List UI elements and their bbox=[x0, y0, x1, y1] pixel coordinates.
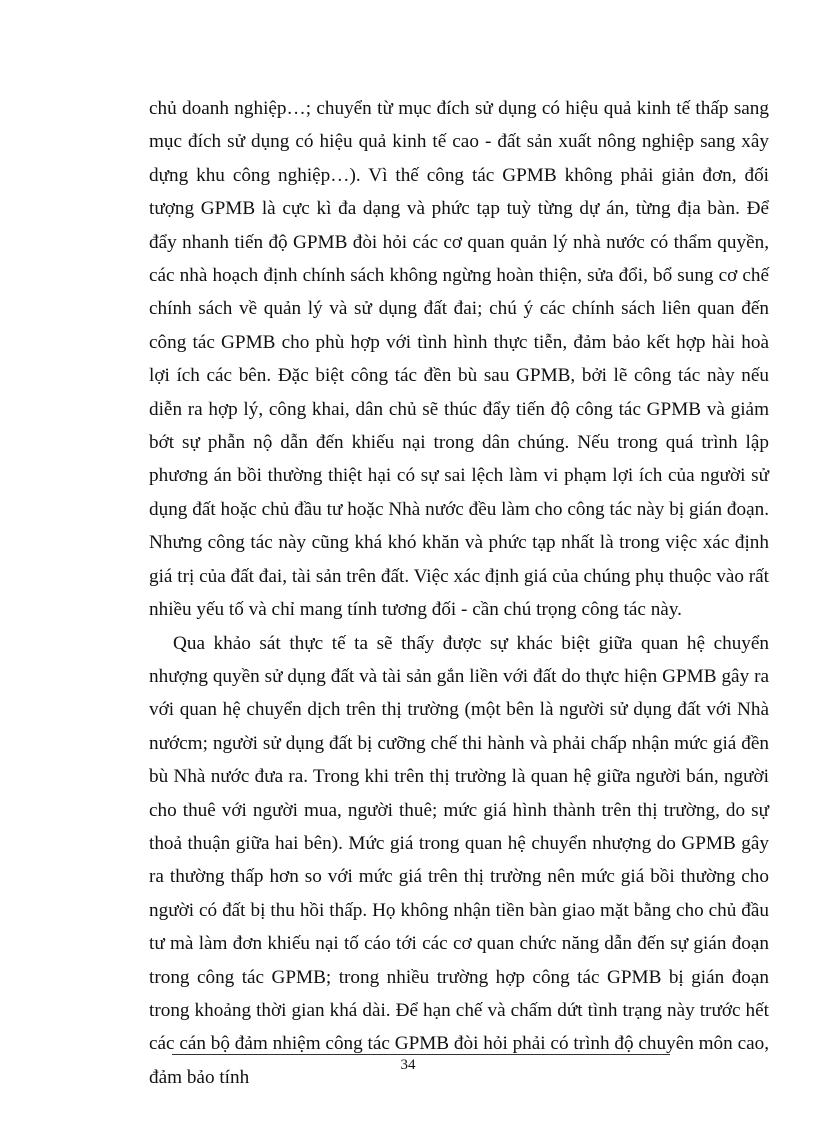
page-number: 34 bbox=[400, 1057, 416, 1073]
body-text bbox=[149, 92, 769, 1094]
paragraph-continued: chủ doanh nghiệp…; chuyển từ mục đích sử dụng có hiệu quả kinh tế thấp sang mục đích sử dụng có hiệu quả kinh tế cao - đất sản xuất nông nghiệp sang xây dựng khu công nghiệp…). Vì thế công tác GPMB không phải giản đơn, đối tượng GPMB là cực kì đa dạng và phức tạp tuỳ từng dự án, từng địa bàn. Để đẩy nhanh tiến độ GPMB đòi hỏi các cơ quan quản lý nhà nước có thẩm quyền, các nhà hoạch định chính sách không ngừng hoàn thiện, sửa đổi, bổ sung cơ chế chính sách về quản lý và sử dụng đất đai; chú ý các chính sách liên quan đến công tác GPMB cho phù hợp với tình hình thực tiễn, đảm bảo kết hợp hài hoà lợi ích các bên. Đặc biệt công tác đền bù sau GPMB, bởi lẽ công tác này nếu diễn ra hợp lý, công khai, dân chủ sẽ thúc đẩy tiến độ công tác GPMB và giảm bớt sự phẫn nộ dẫn đến khiếu nại trong dân chúng. Nếu trong quá trình lập phương án bồi thường thiệt hại có sự sai lệch làm vi phạm lợi ích của người sử dụng đất hoặc chủ đầu tư hoặc Nhà nước đều làm cho công tác này bị gián đoạn. Nhưng công tác này cũng khá khó khăn và phức tạp nhất là trong việc xác định giá trị của đất đai, tài sản trên đất. Việc xác định giá của chúng phụ thuộc vào rất nhiều yếu tố và chỉ mang tính tương đối - cần chú trọng công tác này. bbox=[149, 98, 769, 621]
paragraph-survey: Qua khảo sát thực tế ta sẽ thấy được sự khác biệt giữa quan hệ chuyển nhượng quyền sử dụng đất và tài sản gắn liền với đất do thực hiện GPMB gây ra với quan hệ chuyển dịch trên thị trường (một bên là người sử dụng đất với Nhà nướcm; người sử dụng đất bị cưỡng chế thi hành và phải chấp nhận mức giá đền bù Nhà nước đưa ra. Trong khi trên thị trường là quan hệ giữa người bán, người cho thuê với người mua, người thuê; mức giá hình thành trên thị trường, do sự thoả thuận giữa hai bên). Mức giá trong quan hệ chuyển nhượng do GPMB gây ra thường thấp hơn so với mức giá trên thị trường nên mức giá bồi thường cho người có đất bị thu hồi thấp. Họ không nhận tiền bàn giao mặt bằng cho chủ đầu tư mà làm đơn khiếu nại tố cáo tới các cơ quan chức năng dẫn đến sự gián đoạn trong công tác GPMB; trong nhiều trường hợp công tác GPMB bị gián đoạn trong khoảng thời gian khá dài. Để hạn chế và chấm dứt tình trạng này trước hết các cán bộ đảm nhiệm công tác GPMB đòi hỏi phải có trình độ chuyên môn cao, đảm bảo tính bbox=[149, 632, 769, 1088]
